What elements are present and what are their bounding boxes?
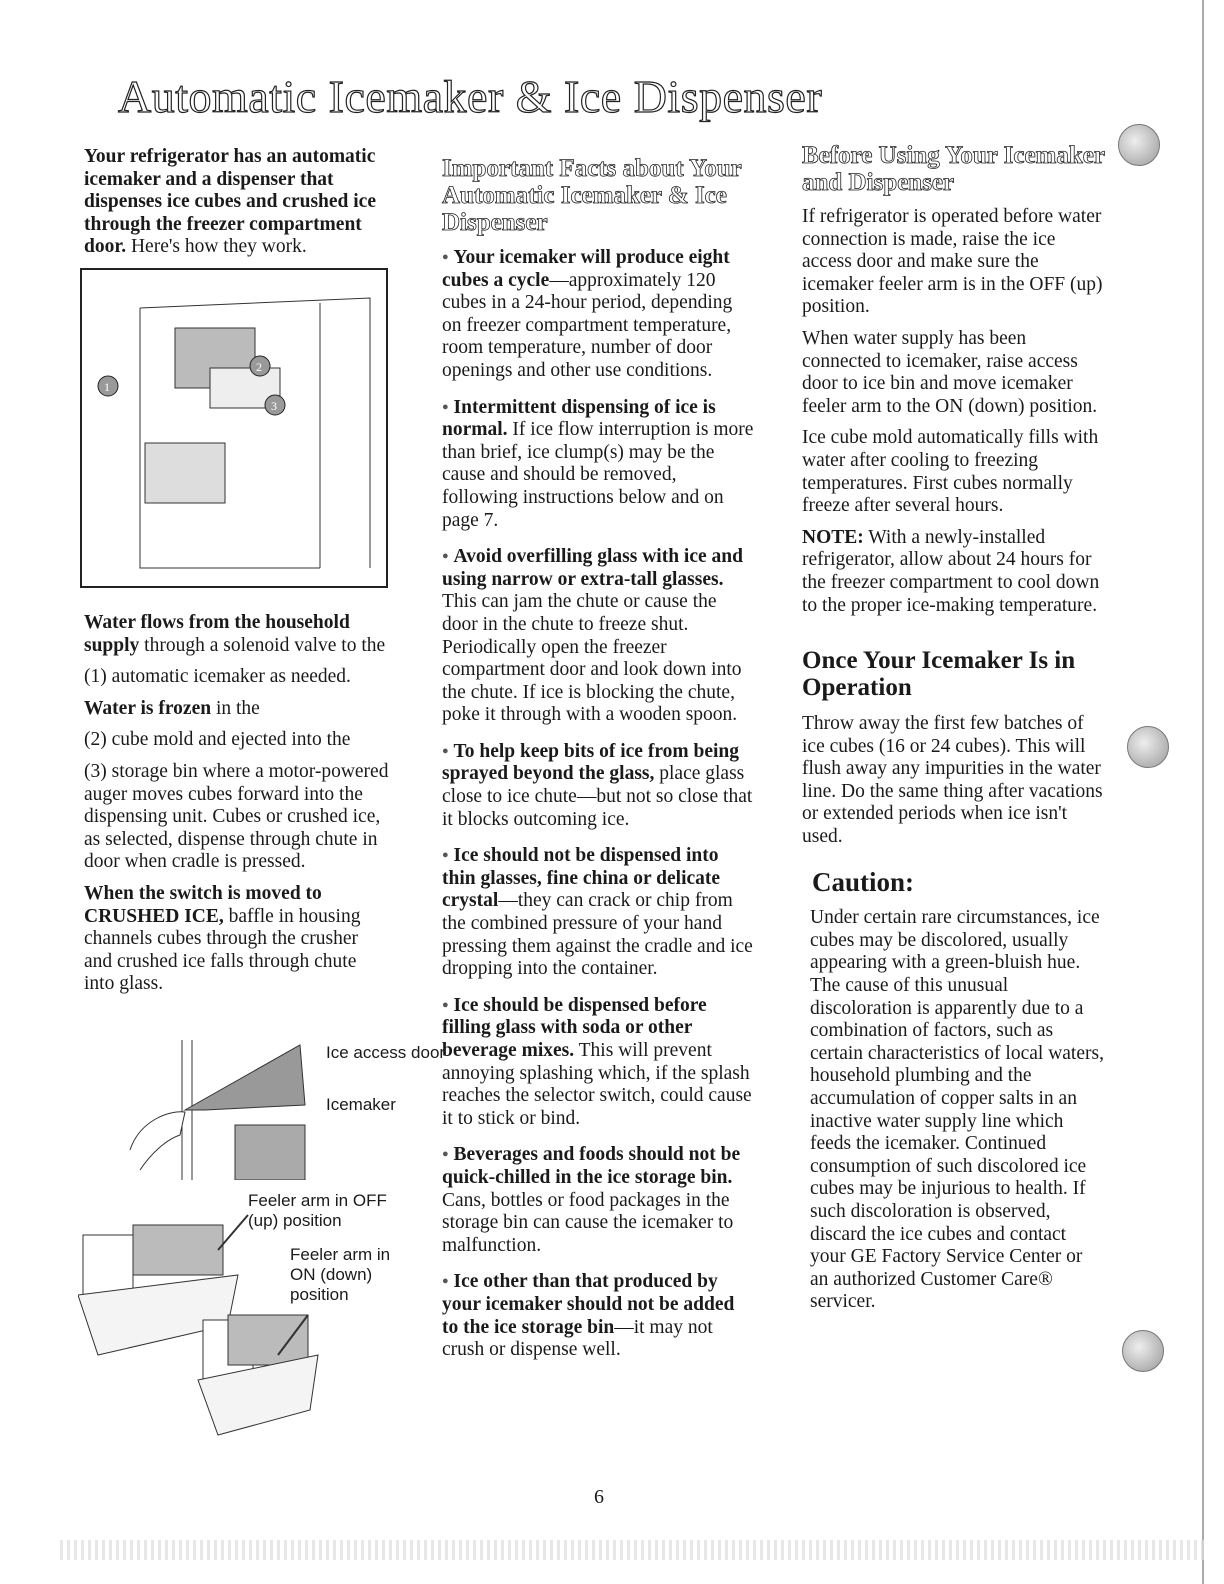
fact-rest: —they can crack or chip from the combined pressure of your hand pressing them against the cradle and ice dropping into the container. (442, 890, 753, 980)
label-ice-access-door: Ice access door (326, 1043, 446, 1062)
p1-rest: through a solenoid valve to the (139, 634, 386, 656)
bullet-icon: ● (442, 998, 449, 1011)
fact-rest: Cans, bottles or food packages in the storage bin can cause the icemaker to malfunction. (442, 1189, 734, 1256)
fact-bold: Ice should be dispensed before filling glass with soda or other beverage mixes. (442, 994, 707, 1061)
binder-hole (1118, 124, 1160, 166)
intro-bold: Your refrigerator has an automatic icemaker and a dispenser that dispenses ice cubes and crushed ice through the freezer compartment door. (84, 146, 376, 258)
fact-item (442, 1143, 754, 1257)
fact-item (442, 740, 754, 831)
refrigerator-illustration (80, 268, 390, 598)
svg-text:2: 2 (256, 359, 262, 374)
note-label: NOTE: (802, 526, 864, 548)
p5: (3) storage bin where a motor-powered auger moves cubes forward into the dispensing unit. Cubes or crushed ice, as selected, dispense through chute in door when cradle is pressed. (84, 760, 389, 873)
p3-bold: Water is frozen (84, 697, 212, 719)
label-feeler-on: Feeler arm in ON (down) position (290, 1245, 391, 1304)
binder-hole (1122, 1330, 1164, 1372)
bullet-icon: ● (442, 1275, 449, 1288)
icemaker-feeler-illustration (78, 1205, 328, 1535)
fact-bold: Beverages and foods should not be quick-chilled in the ice storage bin. (442, 1144, 741, 1188)
column-intro (84, 146, 394, 1005)
bullet-icon: ● (442, 744, 449, 757)
p6-rest: baffle in housing channels cubes through the crusher and crushed ice falls through chute into glass. (84, 905, 361, 995)
bullet-icon: ● (442, 550, 449, 563)
heading-before-using: Before Using Your Icemaker and Dispenser (802, 142, 1105, 196)
fact-rest: This can jam the chute or cause the door in the chute to freeze shut. Periodically open the freezer compartment door and look down into the chute. If ice is blocking the chute, poke it through with a wooden spoon. (442, 591, 742, 726)
fact-bold: Intermittent dispensing of ice is normal. (442, 396, 716, 441)
page-title: Automatic Icemaker & Ice Dispenser (118, 71, 823, 122)
facts-list (442, 246, 754, 1362)
fact-bold: Ice other than that produced by your icemaker should not be added to the ice storage bin (442, 1271, 735, 1338)
note-text: With a newly-installed refrigerator, allow about 24 hours for the freezer compartment to cool down to the proper ice-making temperature. (802, 526, 1100, 616)
p1-bold: Water flows from the household supply (84, 611, 350, 656)
fact-rest: —it may not crush or dispense well. (442, 1316, 713, 1361)
p6-bold: When the switch is moved to CRUSHED ICE, (84, 882, 322, 927)
bullet-icon: ● (442, 251, 449, 263)
fact-rest: place glass close to ice chute—but not so close that it blocks outcoming ice. (442, 763, 753, 830)
fact-bold: Ice should not be dispensed into thin glasses, fine china or delicate crystal (442, 845, 721, 912)
before-p1: If refrigerator is operated before water connection is made, raise the ice access door and make sure the icemaker feeler arm is in the OFF (up) position. (802, 206, 1103, 318)
fact-bold: Avoid overfilling glass with ice and using narrow or extra-tall glasses. (442, 546, 743, 590)
intro-rest: Here's how they work. (130, 236, 307, 258)
svg-text:3: 3 (271, 398, 277, 413)
bullet-icon: ● (442, 849, 449, 862)
label-feeler-off: Feeler arm in OFF (up) position (248, 1191, 387, 1230)
scan-edge (1202, 0, 1204, 1584)
caution-title: Caution: (812, 866, 915, 897)
fact-item (442, 545, 754, 727)
binder-hole (1127, 726, 1169, 768)
scan-noise (60, 1540, 1204, 1560)
operation-p1: Throw away the first few batches of ice cubes (16 or 24 cubes). This will flush away any impurities in the water line. Do the same thing after vacations or extended periods when ice isn't used. (802, 713, 1103, 848)
p3-rest: in the (211, 697, 260, 719)
fact-item (442, 396, 754, 533)
fact-rest: If ice flow interruption is more than brief, ice clump(s) may be the cause and should be removed, following instructions below and on page 7. (442, 419, 754, 531)
bullet-icon: ● (442, 400, 449, 413)
before-p3: Ice cube mold automatically fills with water after cooling to freezing temperatures. First cubes normally freeze after several hours. (802, 427, 1099, 517)
column-important-facts (442, 155, 754, 1375)
ice-door-illustration (110, 1040, 320, 1180)
fact-rest: This will prevent annoying splashing which, if the splash reaches the selector switch, could cause it to stick or bind. (442, 1040, 752, 1129)
label-icemaker: Icemaker (326, 1095, 396, 1114)
page-number: 6 (594, 1486, 604, 1508)
before-p2: When water supply has been connected to icemaker, raise access door to ice bin and move icemaker feeler arm to the ON (down) position. (802, 327, 1098, 417)
column-before-using (802, 142, 1107, 1323)
fact-item (442, 844, 754, 981)
heading-important-facts: Important Facts about Your Automatic Icemaker & Ice Dispenser (442, 155, 742, 236)
caution-text: Under certain rare circumstances, ice cubes may be discolored, usually appearing with a green-bluish hue. The cause of this unusual discoloration is apparently due to a combination of factors, such as certain characteristics of local waters, household plumbing and the accumulation of copper salts in an inactive water supply line which feeds the icemaker. Continued consumption of such discolored ice cubes may be injurious to health. If such discoloration is observed, discard the ice cubes and contact your GE Factory Service Center or an authorized Customer Care® servicer. (810, 907, 1104, 1313)
bullet-icon: ● (442, 1148, 449, 1161)
fact-item (442, 246, 754, 383)
heading-once-in-operation: Once Your Icemaker Is in Operation (802, 647, 1076, 702)
p2: (1) automatic icemaker as needed. (84, 666, 351, 688)
fact-bold: To help keep bits of ice from being sprayed beyond the glass, (442, 740, 740, 785)
fact-item (442, 994, 754, 1131)
svg-text:1: 1 (104, 379, 110, 394)
fact-rest: —approximately 120 cubes in a 24-hour period, depending on freezer compartment temperature, room temperature, number of door openings and other use conditions. (442, 269, 733, 381)
p4: (2) cube mold and ejected into the (84, 729, 351, 751)
fact-bold: Your icemaker will produce eight cubes a cycle (442, 247, 730, 291)
fact-item (442, 1270, 754, 1361)
